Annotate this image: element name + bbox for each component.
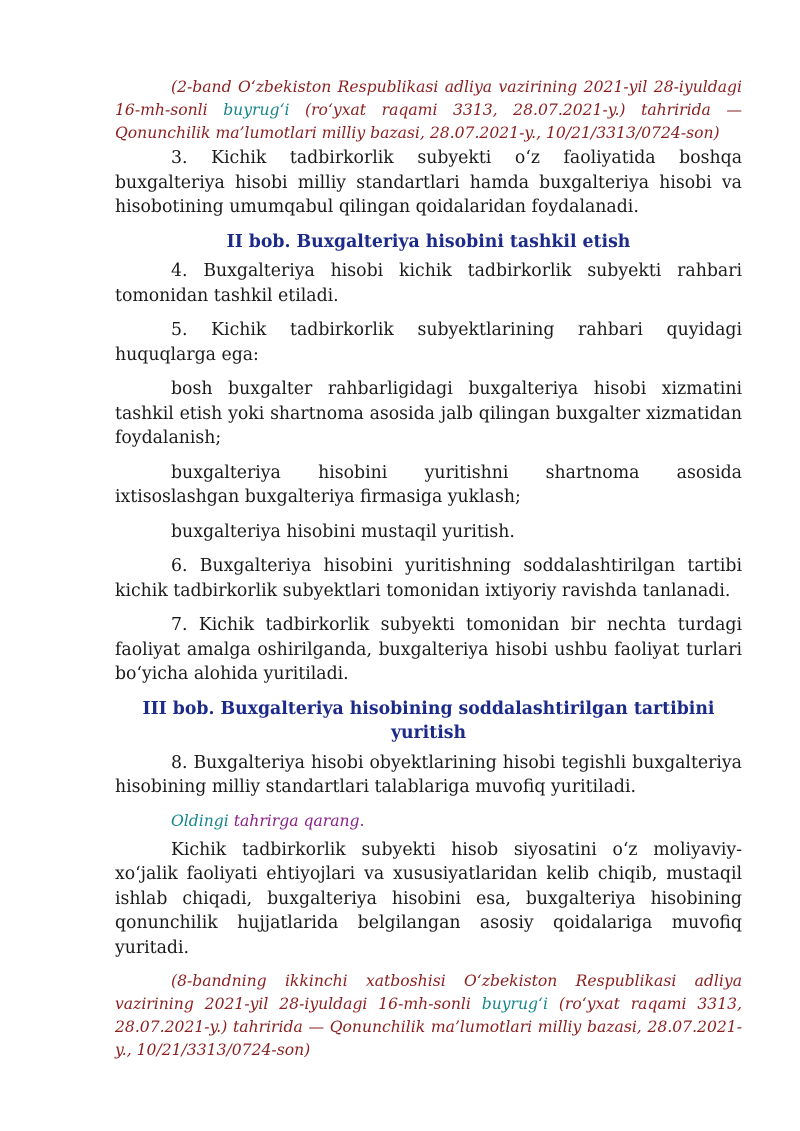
paragraph-8: 8. Buxgalteriya hisobi obyektlarining hisobi tegishli buxgalteriya hisobining milliy standartlari talablariga muvofiq yuritiladi. (115, 752, 742, 798)
previous-edition-text: tahrirga qarang. (228, 811, 365, 830)
chapter-2-heading: II bob. Buxgalteriya hisobini tashkil etish (226, 231, 631, 252)
paragraph-5-item-3: buxgalteriya hisobini mustaqil yuritish. (171, 521, 515, 542)
order-link[interactable]: buyrug‘i (223, 100, 290, 119)
paragraph-5-item-2: buxgalteriya hisobini yuritishni shartnoma asosida ixtisoslashgan buxgalteriya firmasiga yuklash; (115, 462, 742, 508)
amendment-note-text: (ro‘yxat raqami 3313, 28.07.2021-y.) tahririda — Qonunchilik ma’lumotlari milliy bazasi, 28.07.2021-y., 10/21/3313/0724-son) (115, 995, 742, 1059)
amendment-note-text: (8-bandning ikkinchi xatboshisi O‘zbekiston Respublikasi adliya vazirining 2021-yil 28-iyuldagi 16-mh-sonli (115, 972, 742, 1014)
paragraph-5-item-1: bosh buxgalter rahbarligidagi buxgalteriya hisobi xizmatini tashkil etish yoki shartnoma asosida jalb qilingan buxgalter xizmatidan foydalanish; (115, 379, 742, 449)
previous-edition-note (115, 810, 742, 832)
previous-edition-link[interactable]: Oldingi (171, 811, 229, 830)
paragraph-5: 5. Kichik tadbirkorlik subyektlarining rahbari quyidagi huquqlarga ega: (115, 320, 742, 365)
paragraph-3: 3. Kichik tadbirkorlik subyekti o‘z faoliyatida boshqa buxgalteriya hisobi milliy standartlari hamda buxgalteriya hisobi va hisobotining umumqabul qilingan qoidalaridan foydalanadi. (115, 148, 742, 218)
paragraph-6: 6. Buxgalteriya hisobini yuritishning soddalashtirilgan tartibi kichik tadbirkorlik subyektlari tomonidan ixtiyoriy ravishda tanlanadi. (115, 556, 742, 601)
paragraph-7: 7. Kichik tadbirkorlik subyekti tomonidan bir nechta turdagi faoliyat amalga oshirilganda, buxgalteriya hisobi ushbu faoliyat turlari bo‘yicha alohida yuritiladi. (115, 615, 742, 685)
amendment-note-8 (115, 970, 742, 1061)
amendment-note-text: (ro‘yxat raqami 3313, 28.07.2021-y.) tahririda — Qonunchilik ma’lumotlari milliy bazasi, 28.07.2021-y., 10/21/3313/0724-son) (115, 100, 742, 142)
paragraph-4: 4. Buxgalteriya hisobi kichik tadbirkorlik subyekti rahbari tomonidan tashkil etiladi. (115, 261, 742, 306)
paragraph-8-second: Kichik tadbirkorlik subyekti hisob siyosatini o‘z moliyaviy-xo‘jalik faoliyati ehtiyojlari va xususiyatlaridan kelib chiqib, mustaqil ishlab chiqadi, buxgalteriya hisobini esa, buxgalteriya hisobining qonunchilik hujjatlarida belgilangan asosiy qoidalariga muvofiq yuritadi. (115, 839, 742, 958)
amendment-note-2 (115, 76, 742, 144)
order-link[interactable]: buyrug‘i (481, 995, 548, 1014)
amendment-note-text: (2-band O‘zbekiston Respublikasi adliya vazirining 2021-yil 28-iyuldagi 16-mh-sonli (115, 78, 742, 119)
chapter-3-heading: III bob. Buxgalteriya hisobining soddalashtirilgan tartibini yuritish (142, 698, 715, 744)
